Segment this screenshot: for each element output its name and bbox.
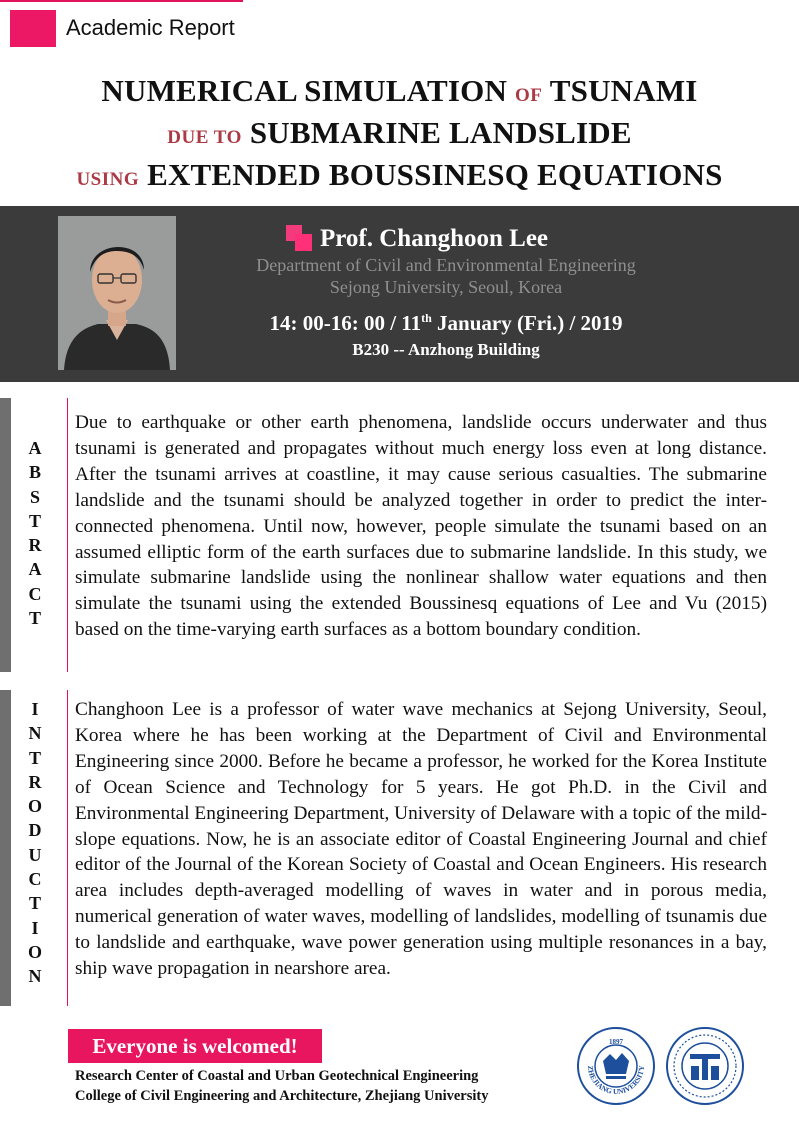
introduction-sidebar [0,690,11,1006]
abstract-sidebar [0,398,11,672]
section-label-letter: S [29,486,40,507]
section-label-letter: O [27,941,42,962]
header-accent-line [0,0,243,2]
section-label-letter: T [28,893,41,914]
abstract-text: Due to earthquake or other earth phenomena, landslide occurs underwater and thus tsunami is generated and propagates without much energy loss even at long distance. After the tsunami arrives at coastline, it may cause serious casualties. The submarine landslide and the tsunami should be analyzed together in order to predict the inter-connected phenomena. Until now, however, people simulate the tsunami based on an assumed elliptic form of the earth surfaces due to submarine landslide. In this study, we simulate submarine landslide using the nonlinear shallow water equations and then simulate the tsunami using the extended Boussinesq equations of Lee and Vu (2015) based on the time-varying earth surfaces as a bottom boundary condition. [75,412,767,641]
section-label-letter: T [28,510,41,531]
section-label-letter: T [28,747,41,768]
title-text: EXTENDED BOUSSINESQ EQUATIONS [147,157,723,192]
section-label-letter: C [28,583,42,604]
speaker-photo [58,216,176,370]
section-label-letter: R [28,535,42,556]
abstract-divider [67,398,68,672]
event-venue: B230 -- Anzhong Building [352,340,540,359]
title-line-2 [0,113,799,158]
seal-year: 1897 [609,1038,623,1046]
speaker-department: Department of Civil and Environmental Engineering [256,255,636,275]
title-connector: USING [76,169,140,190]
title-line-3 [0,155,799,200]
title-text: TSUNAMI [549,73,698,108]
section-label-letter: N [28,966,42,987]
section-label-letter: N [28,723,42,744]
section-label-letter: O [27,796,42,817]
section-label-letter: A [28,438,42,458]
welcome-banner: Everyone is welcomed! [68,1029,322,1063]
speaker-name: Prof. Changhoon Lee [320,225,549,252]
section-label-letter: I [31,917,39,938]
title-connector: DUE TO [167,127,242,148]
title-connector: OF [514,85,543,106]
pink-squares-icon [286,225,312,251]
section-label-letter: A [28,559,42,580]
seal-university-text: ZHEJIANG UNIVERSITY [585,1065,647,1097]
title-line-1 [0,71,799,116]
section-label-letter: I [31,699,39,719]
introduction-divider [67,690,68,1006]
header-accent-square [10,10,56,47]
section-label-letter: T [28,608,41,629]
report-tag: Academic Report [66,15,235,40]
college-seal-icon [665,1026,745,1106]
speaker-affiliation: Sejong University, Seoul, Korea [329,277,563,297]
abstract-label [25,436,45,630]
section-label-letter: B [28,462,41,483]
title-text: NUMERICAL SIMULATION [101,73,508,108]
section-label-letter: C [28,869,42,890]
title-text: SUBMARINE LANDSLIDE [249,115,632,150]
organizer-line-1: Research Center of Coastal and Urban Geotechnical Engineering [75,1068,479,1084]
introduction-text: Changhoon Lee is a professor of water wave mechanics at Sejong University, Seoul, Korea where he has been working at the Department of Civil and Environmental Engineering since 2000. Before he became a professor, he worked for the Korea Institute of Ocean Science and Technology for 5 years. He got Ph.D. in the Civil and Environmental Engineering Department, University of Delaware with a topic of the mild-slope equations. Now, he is an associate editor of Coastal Engineering Journal and chief editor of the Journal of the Korean Society of Coastal and Ocean Engineers. His research area includes depth-averaged modelling of waves in water and in porous media, numerical generation of water waves, modelling of landslides, modelling of tsunamis due to landslide and earthquake, wave power generation using multiple resonances in a bay, ship wave propagation in nearshore area. [75,699,767,980]
zju-seal-icon [576,1026,656,1106]
section-label-letter: R [28,771,42,792]
event-time: 14: 00-16: 00 / 11th January (Fri.) / 2019 [269,311,623,335]
section-label-letter: U [28,844,42,865]
introduction-label [25,697,45,989]
organizer-line-2: College of Civil Engineering and Architecture, Zhejiang University [75,1088,489,1104]
section-label-letter: D [28,820,42,841]
